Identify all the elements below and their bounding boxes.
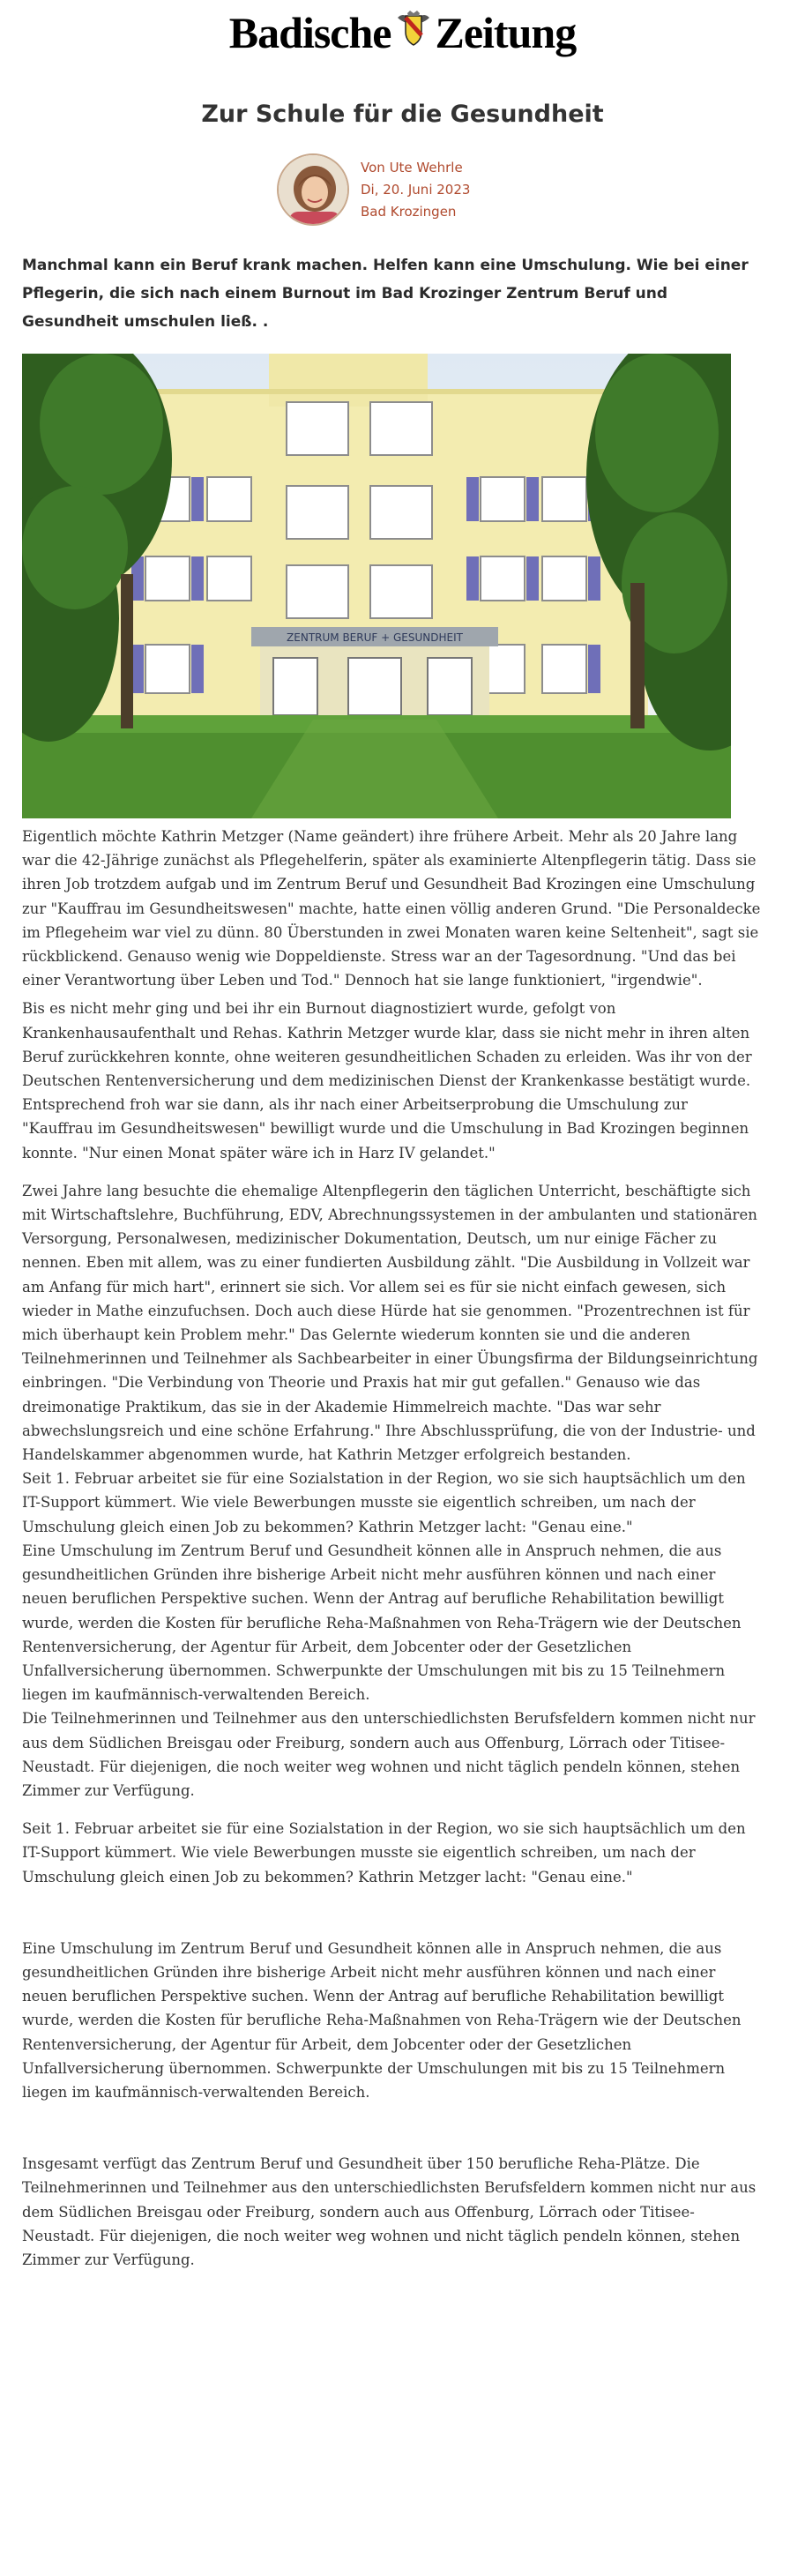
article-paragraph: Eine Umschulung im Zentrum Beruf und Gesundheit können alle in Anspruch nehmen, die aus gesundheitlichen Gründen ihre bisherige Arbeit nicht mehr ausführen können und nach einer neuen beruflichen Perspektive suchen. Wenn der Antrag auf berufliche Rehabilitation bewilligt wurde, werden die Kosten für berufliche Reha-Maßnahmen von Reha-Trägern wie der Deutschen Rentenversicherung, der Agentur für Arbeit, dem Jobcenter oder der Gesetzlichen Unfallversicherung übernommen. Schwerpunkte der Umschulungen mit bis zu 15 Teilnehmern liegen im kaufmännisch-verwaltenden Bereich. bbox=[22, 1939, 742, 2101]
article-paragraph: Zwei Jahre lang besuchte die ehemalige Altenpflegerin den täglichen Unterricht, beschäftigte sich mit Wirtschaftslehre, Buchführung, EDV, Abrechnungssystemen in der ambulanten und stationären Versorgung, Personalwesen, medizinischer Dokumentation, Deutsch, um nur einige Fächer zu nennen. Eben mit allem, was zu einer fundierten Ausbildung zählt. "Die Ausbildung in Vollzeit war am Anfang für mich hart", erinnert sie sich. Vor allem sei es für sie nicht einfach gewesen, sich wieder in Mathe einzufuchsen. Doch auch diese Hürde hat sie genommen. "Prozentrechnen ist für mich überhaupt kein Problem mehr." Das Gelernte wiederum konnten sie und die anderen Teilnehmerinnen und Teilnehmer als Sachbearbeiter in einer Übungsfirma der Bildungseinrichtung einbringen. "Die Verbindung von Theorie und Praxis hat mir gut gefallen." Genauso wie das dreimonatige Praktikum, das sie in der Akademie Himmelreich machte. "Das war sehr abwechslungsreich und eine schöne Erfahrung." Ihre Abschlussprüfung, die von der Industrie- und Handelskammer abgenommen wurde, hat Kathrin Metzger erfolgreich bestanden. bbox=[22, 1182, 758, 1464]
logo-word-right: Zeitung bbox=[435, 8, 577, 57]
dateline-location: Bad Krozingen bbox=[361, 203, 457, 220]
coat-of-arms-icon bbox=[394, 7, 433, 58]
article-paragraph: Insgesamt verfügt das Zentrum Beruf und Gesundheit über 150 berufliche Reha-Plätze. Die Teilnehmerinnen und Teilnehmer aus den unterschiedlichsten Berufsfeldern kommen nicht nur aus dem Südlichen Breisgau oder Freiburg, sondern auch aus Offenburg, Lörrach oder Titisee-Neustadt. Für diejenigen, die noch weiter weg wohnen und nicht täglich pendeln können, stehen Zimmer zur Verfügung. bbox=[22, 2155, 757, 2268]
article-paragraph: Eigentlich möchte Kathrin Metzger (Name geändert) ihre frühere Arbeit. Mehr als 20 Jahre lang war die 42-Jährige zunächst als Pflegehelferin, später als examinierte Altenpflegerin tätig. Dass sie ihren Job trotzdem aufgab und im Zentrum Beruf und Gesundheit Bad Krozingen eine Umschulung zur "Kauffrau im Gesundheitswesen" machte, hatte einen völlig anderen Grund. "Die Personaldecke im Pflegeheim war viel zu dünn. 80 Überstunden in zwei Monaten waren keine Seltenheit", sagt sie rückblickend. Genauso wenig wie Doppeldienste. Stress war an der Tagesordnung. "Und das bei einer Verantwortung über Leben und Tod." Dennoch hat sie lange funktioniert, "irgendwie". bbox=[22, 828, 761, 989]
article-paragraph: Die Teilnehmerinnen und Teilnehmer aus den unterschiedlichsten Berufsfeldern kommen nicht nur aus dem Südlichen Breisgau oder Freiburg, sondern auch aus Offenburg, Lörrach oder Titisee-Neustadt. Für diejenigen, die noch weiter weg wohnen und nicht täglich pendeln können, stehen Zimmer zur Verfügung. bbox=[22, 1710, 756, 1799]
author-link[interactable]: Ute Wehrle bbox=[389, 159, 463, 175]
article-teaser: Manchmal kann ein Beruf krank machen. Helfen kann eine Umschulung. Wie bei einer Pflegerin, die sich nach einem Burnout im Bad Krozinger Zentrum Beruf und Gesundheit umschulen ließ. . bbox=[22, 257, 749, 331]
byline bbox=[277, 153, 470, 226]
article-paragraph: Seit 1. Februar arbeitet sie für eine Sozialstation in der Region, wo sie sich hauptsächlich um den IT-Support kümmert. Wie viele Bewerbungen musste sie eigentlich schreiben, um nach der Umschulung gleich einen Job zu bekommen? Kathrin Metzger lacht: "Genau eine." bbox=[22, 1470, 746, 1535]
article-paragraph: Seit 1. Februar arbeitet sie für eine Sozialstation in der Region, wo sie sich hauptsächlich um den IT-Support kümmert. Wie viele Bewerbungen musste sie eigentlich schreiben, um nach der Umschulung gleich einen Job zu bekommen? Kathrin Metzger lacht: "Genau eine." bbox=[22, 1820, 746, 1885]
article-headline: Zur Schule für die Gesundheit bbox=[201, 101, 604, 128]
article-hero-image bbox=[22, 354, 731, 818]
logo-word-left: Badische bbox=[228, 8, 391, 57]
article-body bbox=[22, 825, 761, 2272]
article-paragraph: Eine Umschulung im Zentrum Beruf und Gesundheit können alle in Anspruch nehmen, die aus gesundheitlichen Gründen ihre bisherige Arbeit nicht mehr ausführen können und nach einer neuen beruflichen Perspektive suchen. Wenn der Antrag auf berufliche Rehabilitation bewilligt wurde, werden die Kosten für berufliche Reha-Maßnahmen von Reha-Trägern wie der Deutschen Rentenversicherung, der Agentur für Arbeit, dem Jobcenter oder der Gesetzlichen Unfallversicherung übernommen. Schwerpunkte der Umschulungen mit bis zu 15 Teilnehmern liegen im kaufmännisch-verwaltenden Bereich. bbox=[22, 1542, 742, 1704]
byline-details bbox=[361, 157, 470, 223]
author-avatar[interactable] bbox=[277, 153, 349, 226]
article-paragraph: Bis es nicht mehr ging und bei ihr ein Burnout diagnostiziert wurde, gefolgt von Krankenhausaufenthalt und Rehas. Kathrin Metzger wurde klar, dass sie nicht mehr in ihren alten Beruf zurückkehren konnte, ohne weiteren gesundheitlichen Schaden zu erleiden. Was ihr von der Deutschen Rentenversicherung und dem medizinischen Dienst der Krankenkasse bestätigt wurde. Entsprechend froh war sie dann, als ihr nach einer Arbeitserprobung die Umschulung zur "Kauffrau im Gesundheitswesen" bewilligt wurde und die Umschulung in Bad Krozingen beginnen konnte. "Nur einen Monat später wäre ich in Harz IV gelandet." bbox=[22, 1000, 752, 1161]
publish-date: Di, 20. Juni 2023 bbox=[361, 181, 471, 198]
byline-author-line bbox=[361, 157, 470, 179]
building-sign: ZENTRUM BERUF + GESUNDHEIT bbox=[287, 631, 463, 644]
masthead bbox=[0, 0, 805, 65]
site-logo[interactable] bbox=[229, 7, 576, 58]
byline-prefix: Von bbox=[361, 159, 385, 175]
